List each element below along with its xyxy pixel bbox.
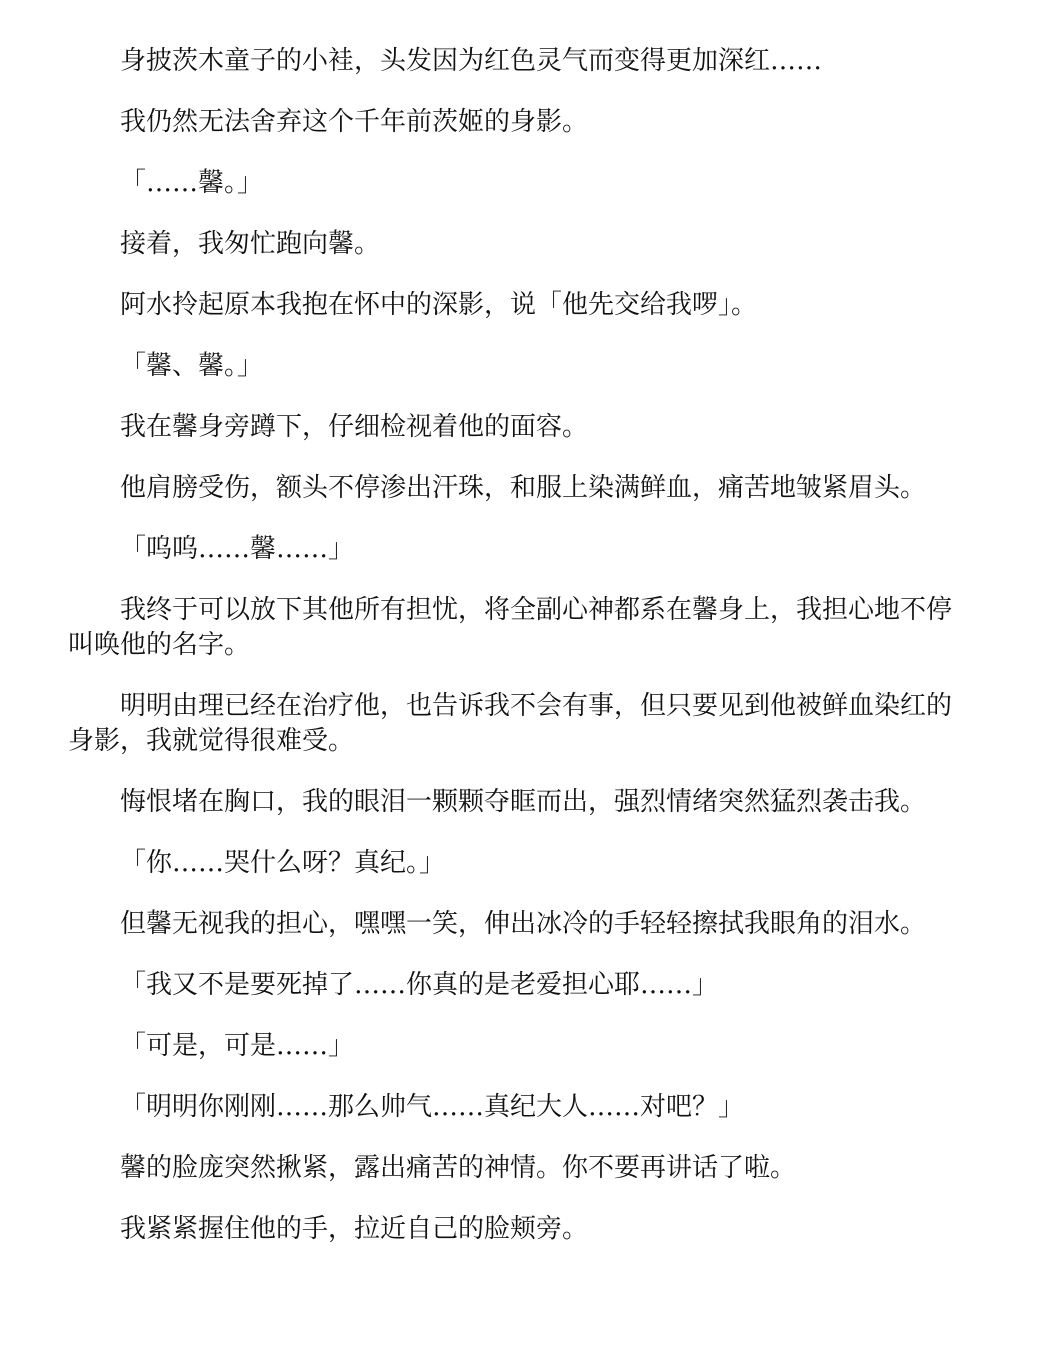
- paragraph: 「可是，可是……」: [120, 1031, 355, 1061]
- paragraph: 我仍然无法舍弃这个千年前茨姬的身影。: [120, 107, 589, 137]
- paragraph: 他肩膀受伤，额头不停渗出汗珠，和服上染满鲜血，痛苦地皱紧眉头。: [120, 473, 927, 503]
- paragraph: 「你……哭什么呀？真纪。」: [120, 848, 446, 878]
- paragraph: 馨的脸庞突然揪紧，露出痛苦的神情。你不要再讲话了啦。: [120, 1153, 797, 1183]
- paragraph: 「馨、馨。」: [120, 351, 264, 381]
- paragraph: 「明明你刚刚……那么帅气……真纪大人……对吧？」: [120, 1092, 745, 1122]
- paragraph: 悔恨堵在胸口，我的眼泪一颗颗夺眶而出，强烈情绪突然猛烈袭击我。: [120, 787, 927, 817]
- paragraph: 我紧紧握住他的手，拉近自己的脸颊旁。: [120, 1214, 589, 1244]
- paragraph: 「……馨。」: [120, 168, 264, 198]
- paragraph: 接着，我匆忙跑向馨。: [120, 229, 381, 259]
- paragraph: 「呜呜……馨……」: [120, 534, 355, 564]
- paragraph: 我在馨身旁蹲下，仔细检视着他的面容。: [120, 412, 589, 442]
- paragraph: 「我又不是要死掉了……你真的是老爱担心耶……」: [120, 970, 719, 1000]
- paragraph: 明明由理已经在治疗他，也告诉我不会有事，但只要见到他被鲜血染红的身影，我就觉得很难受。: [68, 691, 953, 756]
- paragraph: 但馨无视我的担心，嘿嘿一笑，伸出冰冷的手轻轻擦拭我眼角的泪水。: [120, 909, 927, 939]
- paragraph: 我终于可以放下其他所有担忧，将全副心神都系在馨身上，我担心地不停叫唤他的名字。: [68, 595, 953, 660]
- paragraph: 阿水拎起原本我抱在怀中的深影，说「他先交给我啰」。: [120, 290, 758, 320]
- paragraph: 身披茨木童子的小袿，头发因为红色灵气而变得更加深红……: [120, 46, 823, 76]
